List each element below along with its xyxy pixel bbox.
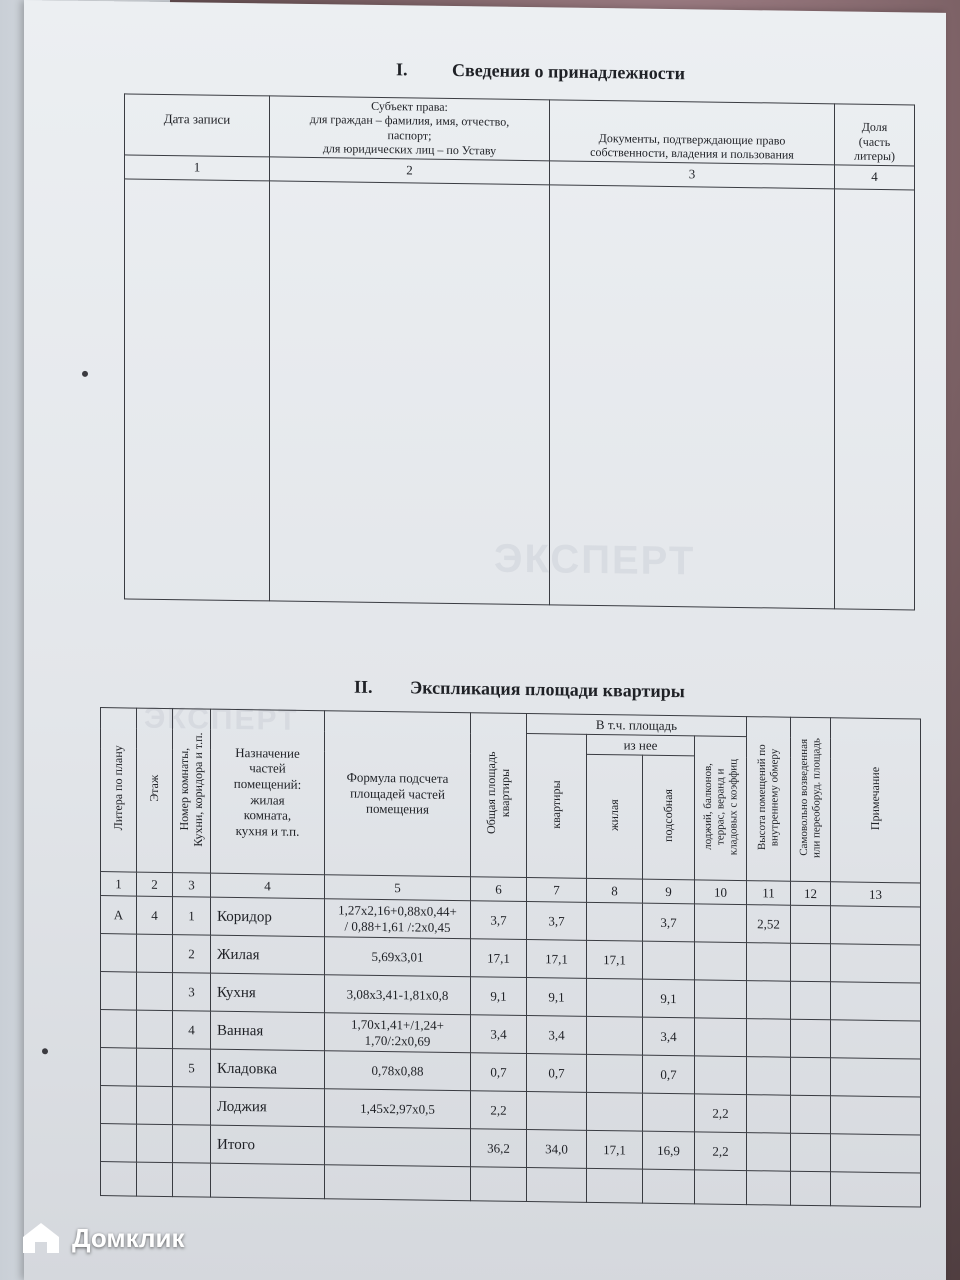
cell-loggia — [695, 1018, 747, 1057]
cell-room — [173, 1125, 211, 1164]
formula-line: 1,70x1,41+/1,24+ — [350, 1016, 445, 1033]
header-litera: Литера по плану — [101, 708, 137, 873]
cell-height — [747, 943, 791, 982]
cell-total: 9,1 — [471, 977, 527, 1016]
header-room-no: Номер комнаты, Кухни, коридора и т.п. — [173, 709, 211, 874]
cell-floor — [137, 1048, 173, 1087]
cell-formula — [325, 1127, 471, 1167]
cell-name: Кухня — [211, 973, 325, 1013]
empty-cell — [791, 1171, 831, 1206]
cell-apt: 3,7 — [527, 902, 587, 941]
cell-total: 3,7 — [471, 901, 527, 940]
col-number: 6 — [471, 877, 527, 902]
col-number: 10 — [695, 880, 747, 905]
cell-room: 2 — [173, 935, 211, 974]
cell-note — [831, 1096, 921, 1135]
cell-room: 5 — [173, 1049, 211, 1088]
col-number: 1 — [125, 154, 270, 180]
cell-apt: 34,0 — [527, 1130, 587, 1169]
empty-cell — [125, 178, 270, 600]
header-of-which: из нее — [587, 734, 695, 756]
empty-cell — [173, 1163, 211, 1198]
explication-table — [100, 707, 921, 1207]
formula-line: 3,08x3,41-1,81x0,8 — [346, 986, 449, 1003]
cell-name: Кладовка — [211, 1049, 325, 1089]
empty-cell — [587, 1168, 643, 1203]
cell-aux: 3,4 — [643, 1017, 695, 1056]
cell-total: 36,2 — [471, 1129, 527, 1168]
cell-living — [587, 902, 643, 941]
cell-aux: 16,9 — [643, 1131, 695, 1170]
watermark: ЭКСПЕРТ — [144, 701, 299, 737]
cell-aux — [643, 1093, 695, 1132]
cell-litera — [101, 934, 137, 973]
cell-litera — [101, 972, 137, 1011]
section2-title-text: Экспликация площади квартиры — [410, 677, 685, 702]
cell-floor — [137, 1086, 173, 1125]
cell-loggia: 2,2 — [695, 1094, 747, 1133]
empty-cell — [270, 180, 550, 604]
cell-aux — [643, 941, 695, 980]
cell-floor — [137, 1124, 173, 1163]
explication-body — [101, 896, 921, 1207]
punch-hole — [82, 371, 88, 377]
cell-room: 3 — [173, 973, 211, 1012]
house-logo-icon — [20, 1220, 62, 1256]
cell-litera: А — [101, 896, 137, 935]
header-purpose: Назначение частей помещений: жилая комната, кухня и т.п. — [211, 709, 325, 875]
cell-unauthorized — [791, 943, 831, 982]
formula-line: 5,69x3,01 — [371, 948, 424, 965]
cell-height — [747, 1095, 791, 1134]
empty-cell — [137, 1162, 173, 1197]
cell-room: 1 — [173, 897, 211, 936]
cell-note — [831, 906, 921, 945]
cell-unauthorized — [791, 1057, 831, 1096]
cell-loggia — [695, 904, 747, 943]
cell-name: Жилая — [211, 935, 325, 975]
header-subject: Субъект права: для граждан – фамилия, имя, отчество, паспорт; для юридических лиц – по Уставу — [270, 96, 550, 160]
cell-formula — [325, 1089, 471, 1129]
cell-apt: 3,4 — [527, 1016, 587, 1055]
header-floor: Этаж — [137, 708, 173, 873]
header-formula: Формула подсчета площадей частей помещения — [325, 711, 471, 877]
header-total-area: Общая площадь квартиры — [471, 713, 527, 878]
col-number: 9 — [643, 879, 695, 904]
col-number: 3 — [173, 873, 211, 898]
header-incl-area: В т.ч. площадь — [527, 714, 747, 737]
empty-cell — [695, 1170, 747, 1205]
section1-title-text: Сведения о принадлежности — [452, 59, 685, 84]
header-date: Дата записи — [125, 94, 270, 157]
cell-total: 2,2 — [471, 1091, 527, 1130]
col-number: 2 — [270, 156, 550, 184]
cell-litera — [101, 1086, 137, 1125]
cell-height: 2,52 — [747, 905, 791, 944]
cell-loggia — [695, 980, 747, 1019]
cell-name: Ванная — [211, 1011, 325, 1051]
domclick-brand — [20, 1220, 184, 1256]
cell-living — [587, 1054, 643, 1093]
header-auxiliary: подсобная — [643, 755, 695, 880]
col-number: 4 — [211, 873, 325, 899]
cell-formula — [325, 975, 471, 1015]
cell-apt — [527, 1092, 587, 1131]
cell-total: 17,1 — [471, 939, 527, 978]
empty-cell — [211, 1163, 325, 1199]
cell-note — [831, 982, 921, 1021]
col-number: 2 — [137, 872, 173, 897]
cell-unauthorized — [791, 905, 831, 944]
header-share: Доля (часть литеры) — [835, 104, 915, 166]
cell-note — [831, 1134, 921, 1173]
cell-formula — [325, 937, 471, 977]
cell-formula — [325, 1013, 471, 1053]
cell-total: 0,7 — [471, 1053, 527, 1092]
cell-formula — [325, 1051, 471, 1091]
formula-line: 1,45x2,97x0,5 — [360, 1100, 435, 1117]
section1-number: I. — [396, 59, 408, 80]
header-height: Высота помещений по внутреннему обмеру — [747, 717, 791, 882]
cell-living — [587, 1016, 643, 1055]
cell-living — [587, 1092, 643, 1131]
cell-living: 17,1 — [587, 940, 643, 979]
section1-title — [396, 59, 685, 84]
cell-height — [747, 1133, 791, 1172]
col-number: 3 — [550, 160, 835, 188]
header-documents: Документы, подтверждающие право собственности, владения и пользования — [550, 100, 835, 165]
cell-floor — [137, 972, 173, 1011]
formula-line: 1,27x2,16+0,88x0,44+ — [338, 902, 457, 919]
cell-total: 3,4 — [471, 1015, 527, 1054]
formula-line: 0,78x0,88 — [371, 1062, 424, 1079]
empty-cell — [527, 1168, 587, 1203]
cell-note — [831, 1058, 921, 1097]
empty-cell — [747, 1171, 791, 1206]
col-number: 1 — [101, 872, 137, 897]
cell-height — [747, 1019, 791, 1058]
cell-name: Лоджия — [211, 1087, 325, 1127]
formula-line: / 0,88+1,61 /:2x0,45 — [344, 917, 451, 935]
cell-formula — [325, 899, 471, 939]
col-number: 11 — [747, 881, 791, 906]
empty-cell — [550, 184, 835, 608]
empty-cell — [325, 1165, 471, 1201]
header-unauthorized: Самовольно возведенная или переоборуд. площадь — [791, 717, 831, 882]
empty-cell — [831, 1172, 921, 1207]
empty-cell — [471, 1167, 527, 1202]
header-living: жилая — [587, 754, 643, 879]
cell-floor — [137, 934, 173, 973]
cell-note — [831, 944, 921, 983]
empty-cell — [643, 1169, 695, 1204]
formula-line — [326, 1146, 469, 1148]
cell-aux: 3,7 — [643, 903, 695, 942]
cell-apt: 9,1 — [527, 978, 587, 1017]
cell-note — [831, 1020, 921, 1059]
header-apartment: квартиры — [527, 734, 587, 879]
cell-unauthorized — [791, 1133, 831, 1172]
cell-aux: 9,1 — [643, 979, 695, 1018]
brand-name: Домклик — [72, 1222, 185, 1253]
col-number: 13 — [831, 882, 921, 907]
col-number: 12 — [791, 881, 831, 906]
watermark: ЭКСПЕРТ — [494, 536, 696, 584]
col-number: 4 — [835, 164, 915, 189]
document-page — [24, 0, 946, 1280]
cell-loggia — [695, 1056, 747, 1095]
cell-litera — [101, 1010, 137, 1049]
cell-living: 17,1 — [587, 1130, 643, 1169]
punch-hole — [42, 1048, 48, 1054]
cell-apt: 17,1 — [527, 940, 587, 979]
cell-height — [747, 1057, 791, 1096]
col-number: 7 — [527, 878, 587, 903]
cell-room: 4 — [173, 1011, 211, 1050]
cell-litera — [101, 1048, 137, 1087]
cell-name: Коридор — [211, 897, 325, 937]
ownership-table — [124, 93, 915, 610]
cell-litera — [101, 1124, 137, 1163]
header-loggias: лоджий, балконов, террас, веранд и кладовых с коэффиц — [695, 736, 747, 881]
cell-unauthorized — [791, 1095, 831, 1134]
section2-title — [354, 677, 685, 703]
cell-aux: 0,7 — [643, 1055, 695, 1094]
cell-name: Итого — [211, 1125, 325, 1165]
empty-cell — [835, 188, 915, 609]
cell-loggia — [695, 942, 747, 981]
cell-unauthorized — [791, 1019, 831, 1058]
cell-floor: 4 — [137, 896, 173, 935]
cell-loggia: 2,2 — [695, 1132, 747, 1171]
header-note: Примечание — [831, 718, 921, 883]
cell-unauthorized — [791, 981, 831, 1020]
empty-cell — [101, 1162, 137, 1197]
section2-number: II. — [354, 676, 373, 697]
cell-height — [747, 981, 791, 1020]
cell-living — [587, 978, 643, 1017]
cell-room — [173, 1087, 211, 1126]
cell-floor — [137, 1010, 173, 1049]
cell-apt: 0,7 — [527, 1054, 587, 1093]
formula-line: 1,70/:2x0,69 — [364, 1032, 431, 1049]
col-number: 5 — [325, 875, 471, 901]
col-number: 8 — [587, 878, 643, 903]
